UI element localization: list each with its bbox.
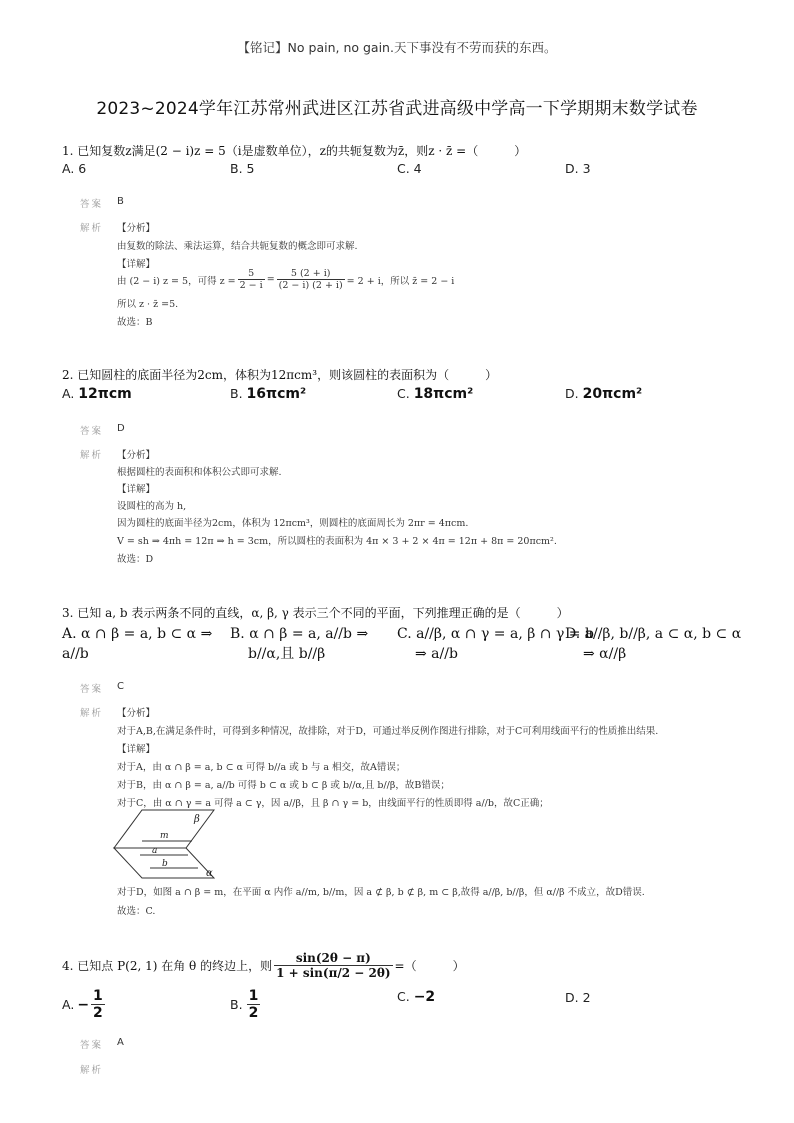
q4-fraction [274,951,392,980]
q1-option-c[interactable]: C. 4 [397,161,422,176]
q1-line: 【详解】 [117,259,156,270]
q4-stem-prefix: 4. 已知点 P(2, 1) 在角 θ 的终边上，则 [62,959,273,973]
q1-calc-eq: = [266,274,275,285]
q4-option-a-sign: − [77,996,90,1013]
q3-option-c-line1: C. a//β, α ∩ γ = a, β ∩ γ = b [397,626,594,642]
exam-title: 2023~2024学年江苏常州武进区江苏省武进高级中学高一下学期期末数学试卷 [96,99,698,119]
label-b: b [162,859,168,869]
q2-option-c-letter: C. [397,386,410,401]
q4-frac-den: 1 + sin(π/2 − 2θ) [276,966,391,980]
q3-option-b-line1: B. α ∩ β = a, a//b ⇒ [230,626,369,642]
q3-line: 对于A,B,在满足条件时，可得到多种情况，故排除，对于D，可通过举反例作图进行排除，对于C可利用线面平行的性质推出结果. [117,726,659,737]
q4-option-a-fraction [91,988,105,1021]
q4-option-c[interactable] [397,989,435,1005]
q1-final: 故选：B [117,317,153,328]
q1-line: 【分析】 [117,223,156,234]
q3-final: 故选：C. [117,906,156,917]
q4-option-d[interactable]: D. 2 [565,990,591,1005]
q3-option-c-line2: ⇒ a//b [415,646,458,662]
q1-calc-prefix: 由 (2 − i) z = 5，可得 z = [117,275,236,287]
q1-stem: 1. 已知复数z满足(2 − i)z = 5（i是虚数单位），z的共轭复数为z̄，则z · z̄ =（ ） [62,144,527,158]
q3-option-d-line2: ⇒ α//β [583,646,627,662]
q4-answer-label: 答案 [80,1040,104,1051]
q2-option-a-value: 12πcm [78,386,132,402]
q2-line: 因为圆柱的底面半径为2cm，体积为 12πcm³，则圆柱的底面周长为 2πr = 4πcm. [117,518,469,529]
q3-analysis-label: 解析 [80,708,104,719]
q3-stem: 3. 已知 a, b 表示两条不同的直线，α, β, γ 表示三个不同的平面，下列推理正确的是（ ） [62,606,569,620]
motto-line: 【铭记】No pain, no gain.天下事没有不劳而获的东西。 [237,40,557,55]
q2-answer: D [117,423,125,434]
q2-analysis-label: 解析 [80,450,104,461]
q4-option-a-den: 2 [93,1005,103,1021]
q3-plane-figure [112,808,222,882]
q2-option-d-letter: D. [565,386,579,401]
q1-frac2-num: 5 (2 + i) [277,268,345,280]
q1-frac2-den: (2 − i) (2 + i) [278,280,343,291]
q4-option-a-letter: A. [62,997,75,1012]
q1-option-d[interactable]: D. 3 [565,161,591,176]
q1-line-so: 所以 z · z̄ =5. [117,299,179,310]
q2-option-b-letter: B. [230,386,243,401]
q3-after-line: 对于D，如图 a ∩ β = m，在平面 α 内作 a//m, b//m，因 a ⊄ β, b ⊄ β, m ⊂ β,故得 a//β, b//β，但 α//β 不成立，故D错误. [117,887,645,898]
q2-option-d-value: 20πcm² [582,386,643,402]
q4-option-b-den: 2 [248,1005,259,1021]
q3-option-b[interactable] [230,624,368,664]
q2-option-d[interactable] [565,386,642,402]
q3-line: 对于C，由 α ∩ γ = a 可得 a ⊂ γ，因 a//β，且 β ∩ γ = b，由线面平行的性质即得 a//b，故C正确； [117,798,549,809]
q3-option-d-line1: D. a//β, b//β, a ⊂ α, b ⊂ α [565,626,742,642]
q1-frac1-num: 5 [238,268,265,280]
q1-answer-label: 答案 [80,199,104,210]
q2-option-a-letter: A. [62,386,75,401]
q2-line: 【分析】 [117,450,156,461]
q3-line: 对于A，由 α ∩ β = a, b ⊂ α 可得 b//a 或 b 与 a 相交，故A错误； [117,762,406,773]
q1-fraction-2 [277,268,345,291]
q2-line: 【详解】 [117,484,156,495]
q2-stem: 2. 已知圆柱的底面半径为2cm，体积为12πcm³，则该圆柱的表面积为（ ） [62,368,498,382]
q1-calc-suffix: = 2 + i，所以 z̄ = 2 − i [346,275,455,287]
q4-option-c-value: −2 [413,989,436,1005]
q2-line: 根据圆柱的表面积和体积公式即可求解. [117,467,282,478]
q4-option-b[interactable] [230,988,262,1021]
label-a: a [152,846,158,856]
q3-line: 对于B，由 α ∩ β = a, a//b 可得 b ⊂ α 或 b ⊂ β 或 b//α,且 b//β，故B错误； [117,780,450,791]
q3-option-a[interactable] [62,624,212,664]
q3-option-a-line1: A. α ∩ β = a, b ⊂ α ⇒ [62,626,213,642]
q1-option-a[interactable]: A. 6 [62,161,87,176]
q2-answer-label: 答案 [80,426,104,437]
q3-line: 【分析】 [117,708,156,719]
label-m: m [160,831,169,841]
q4-stem-suffix: =（ ） [394,959,465,973]
q1-answer: B [117,196,124,207]
q2-final: 故选：D [117,554,154,565]
q2-option-c[interactable] [397,386,473,402]
q4-analysis-label: 解析 [80,1065,104,1076]
q4-option-b-num: 1 [248,988,259,1004]
q4-option-c-letter: C. [397,989,410,1004]
q2-line: 设圆柱的高为 h, [117,501,187,512]
q3-line: 【详解】 [117,744,156,755]
q1-frac1-den: 2 − i [239,280,263,291]
q4-option-a-num: 1 [93,988,103,1004]
q4-frac-num: sin(2θ − π) [274,951,392,966]
q2-option-b[interactable] [230,386,306,402]
q4-stem [62,951,465,980]
q3-option-d[interactable] [565,624,741,664]
q1-line: 由复数的除法、乘法运算，结合共轭复数的概念即可求解. [117,241,358,252]
q1-fraction-1 [238,268,265,291]
q1-analysis-label: 解析 [80,223,104,234]
label-beta: β [194,814,200,825]
q4-option-a[interactable] [62,988,107,1021]
q3-option-b-line2: b//α,且 b//β [248,646,326,662]
q2-option-a[interactable] [62,386,132,402]
q2-option-b-value: 16πcm² [246,386,307,402]
q4-option-b-letter: B. [230,997,243,1012]
q3-answer-label: 答案 [80,684,104,695]
q2-line: V = sh ⇒ 4πh = 12π ⇒ h = 3cm，所以圆柱的表面积为 4π × 3 + 2 × 4π = 12π + 8π = 20πcm². [117,536,557,547]
q3-answer: C [117,681,124,692]
q3-option-a-line2: a//b [62,646,89,662]
label-alpha: α [206,868,213,879]
q1-calculation [117,268,454,291]
q2-option-c-value: 18πcm² [413,386,474,402]
q4-option-b-fraction [247,988,261,1021]
q4-answer: A [117,1037,124,1048]
q1-option-b[interactable]: B. 5 [230,161,255,176]
